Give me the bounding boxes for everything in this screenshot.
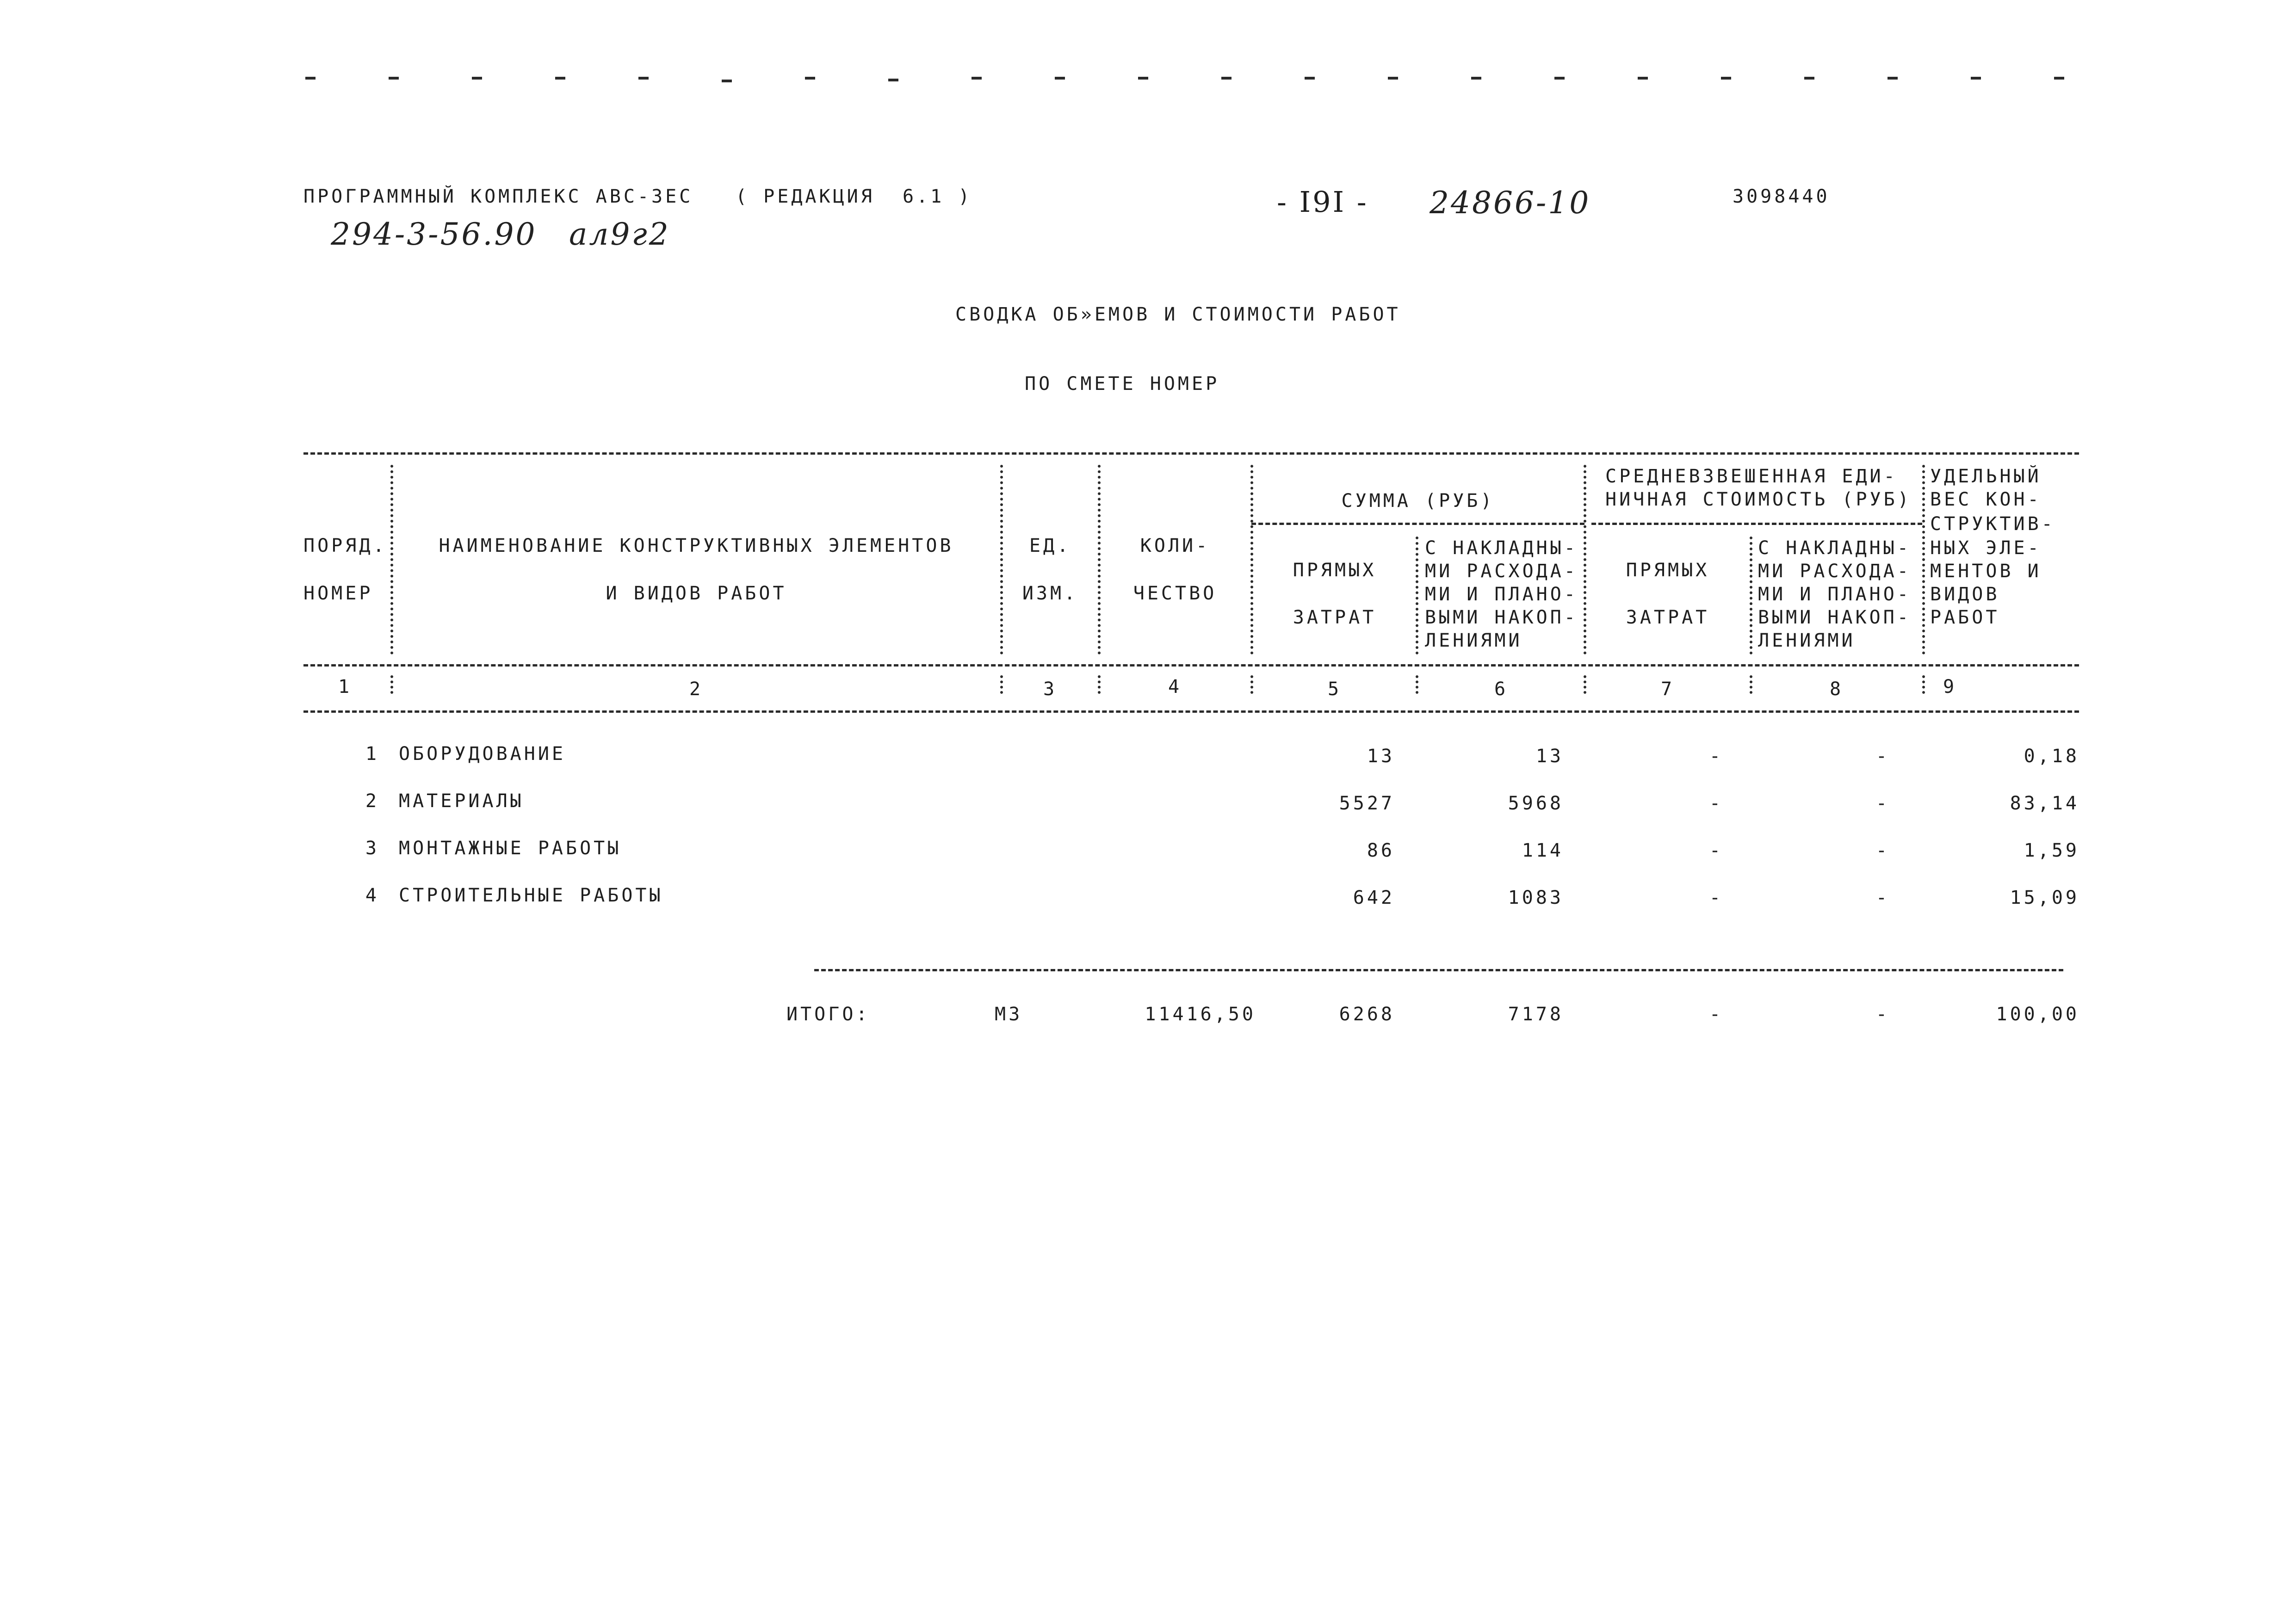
- total-label: ИТОГО:: [786, 1004, 870, 1025]
- page-number: - I9I -: [1277, 185, 1368, 219]
- header-weight-2: ВЕС КОН-: [1930, 489, 2042, 510]
- row-weight: 1,59: [2024, 840, 2079, 861]
- header-direct-2: ЗАТРАТ: [1293, 607, 1377, 628]
- column-number-6: 6: [1494, 679, 1509, 700]
- edition: ( РЕДАКЦИЯ 6.1 ): [736, 186, 972, 207]
- header-sum-group: СУММА (РУБ): [1341, 490, 1495, 512]
- total-overhead: 7178: [1508, 1004, 1564, 1025]
- column-number-5: 5: [1327, 679, 1342, 700]
- column-number-3: 3: [1043, 679, 1058, 700]
- header-qty-1: КОЛИ-: [1140, 535, 1210, 556]
- handwritten-note-1: 294-3-56.90: [331, 216, 537, 252]
- row-name: МАТЕРИАЛЫ: [399, 790, 524, 812]
- header-weight-4: НЫХ ЭЛЕ-: [1930, 537, 2042, 559]
- row-name: МОНТАЖНЫЕ РАБОТЫ: [399, 838, 622, 859]
- header-avg-overhead-3: МИ И ПЛАНО-: [1758, 584, 1911, 605]
- row-avg-overhead: -: [1875, 887, 1890, 908]
- header-weight-5: МЕНТОВ И: [1930, 561, 2042, 582]
- header-overhead-1: С НАКЛАДНЫ-: [1425, 537, 1578, 559]
- total-separator: [814, 969, 2063, 971]
- row-avg-overhead: -: [1875, 793, 1890, 814]
- header-avg-direct-2: ЗАТРАТ: [1626, 607, 1710, 628]
- header-avg-group-1: СРЕДНЕВЗВЕШЕННАЯ ЕДИ-: [1605, 466, 1898, 487]
- row-avg-direct: -: [1709, 887, 1723, 908]
- header-weight-7: РАБОТ: [1930, 607, 2000, 628]
- row-avg-direct: -: [1709, 840, 1723, 861]
- header-overhead-3: МИ И ПЛАНО-: [1425, 584, 1578, 605]
- column-number-1: 1: [338, 676, 353, 697]
- row-avg-overhead: -: [1875, 840, 1890, 861]
- program-name: ПРОГРАММНЫЙ КОМПЛЕКС АВС-3ЕС: [303, 186, 693, 207]
- header-weight-3: СТРУКТИВ-: [1930, 513, 2055, 535]
- doc-code: 3098440: [1733, 186, 1830, 207]
- header-qty-2: ЧЕСТВО: [1133, 583, 1217, 604]
- report-subtitle: ПО СМЕТЕ НОМЕР: [1025, 373, 1220, 395]
- row-direct: 5527: [1339, 793, 1395, 814]
- row-number: 2: [365, 790, 379, 812]
- header-avg-overhead-5: ЛЕНИЯМИ: [1758, 630, 1856, 651]
- header-overhead-2: МИ РАСХОДА-: [1425, 561, 1578, 582]
- header-direct-1: ПРЯМЫХ: [1293, 560, 1377, 581]
- row-weight: 83,14: [2010, 793, 2079, 814]
- header-avg-overhead-1: С НАКЛАДНЫ-: [1758, 537, 1911, 559]
- header-overhead-4: ВЫМИ НАКОП-: [1425, 607, 1578, 628]
- row-overhead: 13: [1535, 746, 1564, 767]
- row-overhead: 5968: [1508, 793, 1564, 814]
- header-weight-6: ВИДОВ: [1930, 584, 2000, 605]
- column-number-9: 9: [1943, 676, 1957, 697]
- header-overhead-5: ЛЕНИЯМИ: [1425, 630, 1522, 651]
- row-avg-overhead: -: [1875, 746, 1890, 767]
- handwritten-doc-number: 24866-10: [1430, 185, 1591, 221]
- row-number: 3: [365, 838, 379, 859]
- column-number-4: 4: [1168, 676, 1182, 697]
- row-avg-direct: -: [1709, 746, 1723, 767]
- header-order-2: НОМЕР: [303, 583, 373, 604]
- column-number-2: 2: [689, 679, 704, 700]
- row-number: 1: [365, 743, 379, 765]
- row-weight: 0,18: [2024, 746, 2079, 767]
- row-direct: 86: [1367, 840, 1395, 861]
- header-name-2: И ВИДОВ РАБОТ: [606, 583, 787, 604]
- total-unit: М3: [995, 1004, 1023, 1025]
- total-weight: 100,00: [1996, 1004, 2079, 1025]
- row-name: СТРОИТЕЛЬНЫЕ РАБОТЫ: [399, 885, 663, 906]
- row-direct: 13: [1367, 746, 1395, 767]
- row-direct: 642: [1353, 887, 1395, 908]
- handwritten-note-2: ал9г2: [569, 216, 670, 252]
- row-overhead: 1083: [1508, 887, 1564, 908]
- column-number-7: 7: [1660, 679, 1675, 700]
- header-unit-1: ЕД.: [1029, 535, 1071, 556]
- header-unit-2: ИЗМ.: [1022, 583, 1078, 604]
- header-avg-direct-1: ПРЯМЫХ: [1626, 560, 1710, 581]
- row-avg-direct: -: [1709, 793, 1723, 814]
- header-avg-overhead-2: МИ РАСХОДА-: [1758, 561, 1911, 582]
- total-qty: 11416,50: [1145, 1004, 1256, 1025]
- row-weight: 15,09: [2010, 887, 2079, 908]
- column-number-8: 8: [1829, 679, 1844, 700]
- header-weight-1: УДЕЛЬНЫЙ: [1930, 466, 2042, 487]
- header-avg-overhead-4: ВЫМИ НАКОП-: [1758, 607, 1911, 628]
- total-direct: 6268: [1339, 1004, 1395, 1025]
- header-order-1: ПОРЯД.: [303, 535, 387, 556]
- total-avg-overhead: -: [1875, 1004, 1890, 1025]
- row-number: 4: [365, 885, 379, 906]
- header-name-1: НАИМЕНОВАНИЕ КОНСТРУКТИВНЫХ ЭЛЕМЕНТОВ: [439, 535, 954, 556]
- report-title: СВОДКА ОБ»ЕМОВ И СТОИМОСТИ РАБОТ: [955, 304, 1401, 325]
- row-overhead: 114: [1522, 840, 1564, 861]
- row-name: ОБОРУДОВАНИЕ: [399, 743, 566, 765]
- header-avg-group-2: НИЧНАЯ СТОИМОСТЬ (РУБ): [1605, 489, 1912, 510]
- total-avg-direct: -: [1709, 1004, 1723, 1025]
